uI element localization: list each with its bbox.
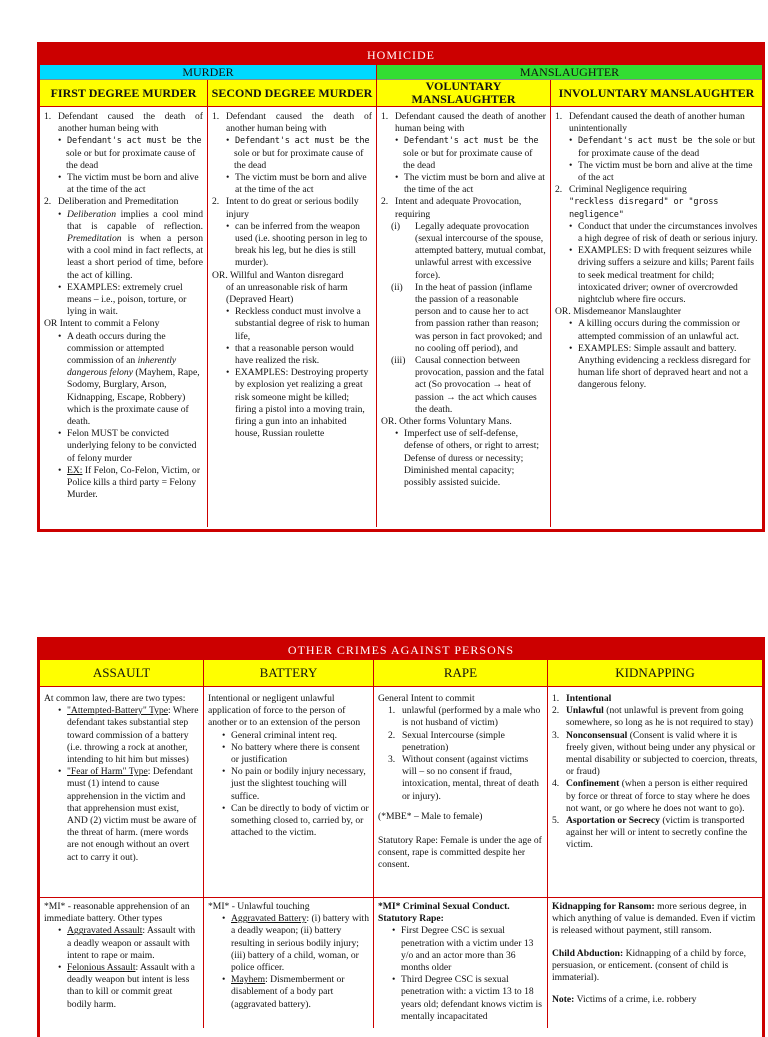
first-degree-body: 1. Defendant caused the death of another human being with • Defendant's act must be the sole or but for proximate cause of the dead • The victim must be born and alive at the time of the act 2. Deliberation and Premeditation • Deliberation implies a cool mind that is capable of reflection. Premeditation is when a person with a cool mind in fact reflects, at least a short period of time, before the act of killing. • EXAMPLES: extremely cruel means – i.e., poison, torture, or lying in wait. OR Intent to commit a Felony • A death occurs during the commission or attempted commission of an inherently dangerous felony (Mayhem, Rape, Sodomy, Burglary, Arson, Kidnapping, Escape, Robbery) which is the proximate cause of death. • Felon MUST be convicted underlying felony to be convicted of felony murder • EX: If Felon, Co-Felon, Victim, or Police kills a third party = Felony Murder. [40, 107, 208, 527]
header-involuntary: INVOLUNTARY MANSLAUGHTER [551, 80, 762, 107]
manslaughter-label: MANSLAUGHTER [377, 65, 762, 80]
header-battery: BATTERY [204, 660, 374, 687]
murder-label: MURDER [40, 65, 376, 80]
header-first-degree: FIRST DEGREE MURDER [40, 80, 208, 107]
header-kidnapping: KIDNAPPING [548, 660, 762, 687]
rape-body: General Intent to commit 1. unlawful (performed by a male who is not husband of victim) 2. Sexual Intercourse (simple penetration) 3. Without consent (against victims will – so no consent if fraud, intoxication, mental, threat of death or injury). (*MBE* – Male to female) Statutory Rape: Female is under the age of consent, rape is committed despite her consent. [374, 687, 548, 897]
second-degree-body: 1. Defendant caused the death of another human being with • Defendant's act must be the sole or but for proximate cause of the dead • The victim must be born and alive at the time of the act 2. Intent to do great or serious bodily injury • can be inferred from the weapon used (i.e. shooting person in leg to break his leg, but he dies is still murder). OR. Willful and Wanton disregard of an unreasonable risk of harm (Depraved Heart) • Reckless conduct must involve a substantial degree of risk to human life, • that a reasonable person would have realized the risk. • EXAMPLES: Destroying property by explosion yet realizing a great risk someone might be killed; firing a pistol into a moving train, firing a gun into an inhabited house, Russian roulette [208, 107, 377, 527]
header-voluntary: VOLUNTARY MANSLAUGHTER [377, 80, 551, 107]
assault-mi: *MI* - reasonable apprehension of an immediate battery. Other types • Aggravated Assault: Assault with a deadly weapon or assault with intent to rape or maim. • Felonious Assault: Assault with a deadly weapon but intent is less than to kill or commit great bodily harm. [40, 898, 204, 1028]
header-second-degree: SECOND DEGREE MURDER [208, 80, 377, 107]
kidnapping-body: 1. Intentional 2. Unlawful (not unlawful is prevent from going somewhere, so long as he is not required to stay) 3. Nonconsensual (Consent is valid where it is freely given, without being under any physical or mental disability or subjected to coercion, threats, or fraud) 4. Confinement (when a person is either required by force or threat of force to stay where he does not want, or go where he does not want to go). 5. Asportation or Secrecy (victim is transported against her will or intent to secretly confine the victim. [552, 693, 758, 851]
rape-mi: *MI* Criminal Sexual Conduct. Statutory Rape: • First Degree CSC is sexual penetration with a victim under 13 y/o and an actor more than 36 months older • Third Degree CSC is sexual penetration with: a victim 13 to 18 years old; defendant knows victim is mentally incapacitated [374, 898, 548, 1028]
kidnapping-extra: Kidnapping for Ransom: more serious degree, in which anything of value is demanded. Even if victim is released without payment, still ransom. Child Abduction: Kidnapping of a child by force, persuasion, or enticement. (consent of child is immaterial). Note: Victims of a crime, i.e. robbery [552, 901, 756, 1006]
header-assault: ASSAULT [40, 660, 204, 687]
homicide-table [37, 42, 765, 532]
header-rape: RAPE [374, 660, 548, 687]
battery-mi: *MI* - Unlawful touching • Aggravated Battery: (i) battery with a deadly weapon; (ii) battery resulting in serious bodily injury; (iii) battery of a child, woman, or police officer. • Mayhem: Dismemberment or disablement of a body part (aggravated battery). [204, 898, 374, 1028]
homicide-title: HOMICIDE [40, 45, 762, 65]
other-crimes-title: OTHER CRIMES AGAINST PERSONS [40, 640, 762, 660]
battery-body: Intentional or negligent unlawful application of force to the person of another or to an extension of the person • General criminal intent req. • No battery where there is consent or justification • No pain or bodily injury necessary, just the slightest touching will suffice. • Can be directly to body of victim or something closed to, carried by, or attached to the victim. [204, 687, 374, 897]
voluntary-body: 1. Defendant caused the death of another human being with • Defendant's act must be the sole or but for proximate cause of the dead • The victim must be born and alive at the time of the act 2. Intent and adequate Provocation, requiring (i) Legally adequate provocation (sexual intercourse of the spouse, attempted battery, mutual combat, unlawful arrest with excessive force). (ii) In the heat of passion (inflame the passion of a reasonable person and to cause her to act from passion rather than reason; was person in fact provoked; and no cooling off period), and (iii) Causal connection between provocation, passion and the fatal act (So provocation → heat of passion → the act which causes the death. OR. Other forms Voluntary Mans. • Imperfect use of self-defense, defense of others, or right to arrest; Defense of duress or necessity; Diminished mental capacity; possibly assisted suicide. [377, 107, 551, 527]
other-crimes-table [37, 637, 765, 1037]
involuntary-body: 1. Defendant caused the death of another human unintentionally • Defendant's act must be the sole or but for proximate cause of the dead • The victim must be born and alive at the time of the act 2. Criminal Negligence requiring "reckless disregard" or "gross negligence" • Conduct that under the circumstances involves a high degree of risk of death or serious injury. • EXAMPLES: D with frequent seizures while driving suffers a seizure and kills; Parent fails to seek medical treatment for child; intoxicated driver; owner of overcrowded nightclub where fire occurs. OR. Misdemeanor Manslaughter • A killing occurs during the commission or attempted commission of an unlawful act. • EXAMPLES: Simple assault and battery. Anything evidencing a reckless disregard for human life short of depraved heart and not a dangerous felony. [555, 111, 758, 391]
assault-body: At common law, there are two types: • "Attempted-Battery" Type: Where defendant takes substantial step toward commission of a battery (i.e. throwing a rock at another, intending to hit him but misses) • "Fear of Harm" Type: Defendant must (1) intend to cause apprehension in the victim and that apprehension must exist, AND (2) victim must be aware of the threat of harm. (mere words are not enough without an overt act to carry it out). [40, 687, 204, 897]
